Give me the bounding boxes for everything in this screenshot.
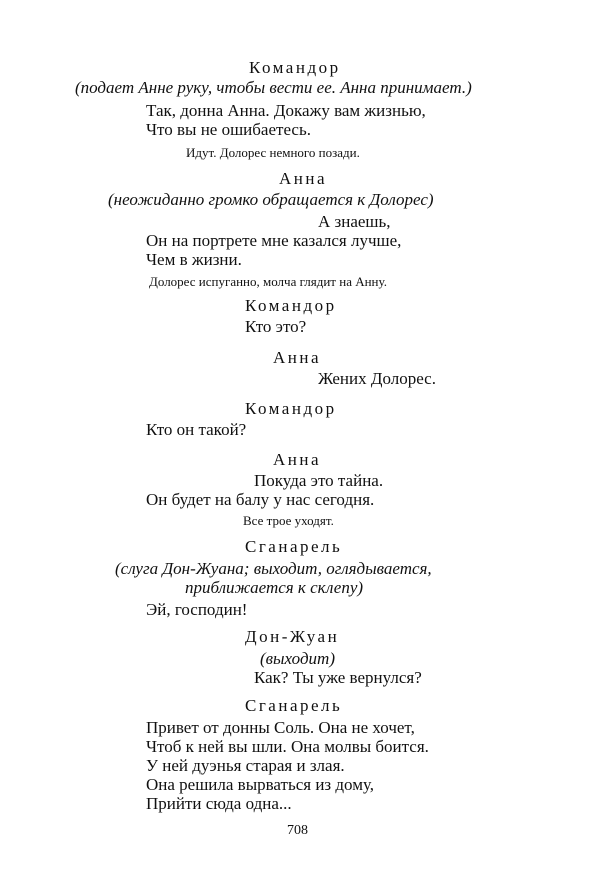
stage-note: Идут. Долорес немного позади. bbox=[186, 145, 360, 160]
speaker-name: Анна bbox=[273, 450, 322, 469]
dialogue-line: Кто он такой? bbox=[146, 420, 247, 439]
speaker-name: Сганарель bbox=[245, 696, 343, 715]
speaker-name: Сганарель bbox=[245, 537, 343, 556]
dialogue-line: Чем в жизни. bbox=[146, 250, 242, 269]
dialogue-line: Он на портрете мне казался лучше, bbox=[146, 231, 402, 250]
stage-direction: (подает Анне руку, чтобы вести ее. Анна принимает.) bbox=[75, 78, 472, 97]
dialogue-line: Чтоб к ней вы шли. Она молвы боится. bbox=[146, 737, 429, 756]
speaker-name: Анна bbox=[273, 348, 322, 367]
dialogue-line: Что вы не ошибаетесь. bbox=[146, 120, 311, 139]
page-number: 708 bbox=[287, 823, 308, 838]
stage-direction: приближается к склепу) bbox=[185, 578, 364, 597]
stage-note: Долорес испуганно, молча глядит на Анну. bbox=[149, 274, 387, 289]
dialogue-line: Он будет на балу у нас сегодня. bbox=[146, 490, 375, 509]
dialogue-line: Так, донна Анна. Докажу вам жизнью, bbox=[146, 101, 426, 120]
dialogue-line: А знаешь, bbox=[318, 212, 391, 231]
speaker-name: Анна bbox=[279, 169, 328, 188]
stage-direction: (выходит) bbox=[260, 649, 335, 668]
speaker-name: Командор bbox=[249, 58, 341, 77]
dialogue-line: Покуда это тайна. bbox=[254, 471, 384, 490]
dialogue-line: Привет от донны Соль. Она не хочет, bbox=[146, 718, 415, 737]
dialogue-line: Она решила вырваться из дому, bbox=[146, 775, 375, 794]
dialogue-line: Кто это? bbox=[245, 317, 307, 336]
stage-direction: (неожиданно громко обращается к Долорес) bbox=[108, 190, 434, 209]
speaker-name: Дон-Жуан bbox=[245, 627, 340, 646]
dialogue-line: Прийти сюда одна... bbox=[146, 794, 292, 813]
dialogue-line: Эй, господин! bbox=[146, 600, 248, 619]
speaker-name: Командор bbox=[245, 296, 337, 315]
stage-direction: (слуга Дон-Жуана; выходит, оглядывается, bbox=[115, 559, 432, 578]
dialogue-line: Как? Ты уже вернулся? bbox=[254, 668, 422, 687]
dialogue-line: Жених Долорес. bbox=[318, 369, 436, 388]
stage-note: Все трое уходят. bbox=[243, 513, 334, 528]
dialogue-line: У ней дуэнья старая и злая. bbox=[146, 756, 345, 775]
speaker-name: Командор bbox=[245, 399, 337, 418]
